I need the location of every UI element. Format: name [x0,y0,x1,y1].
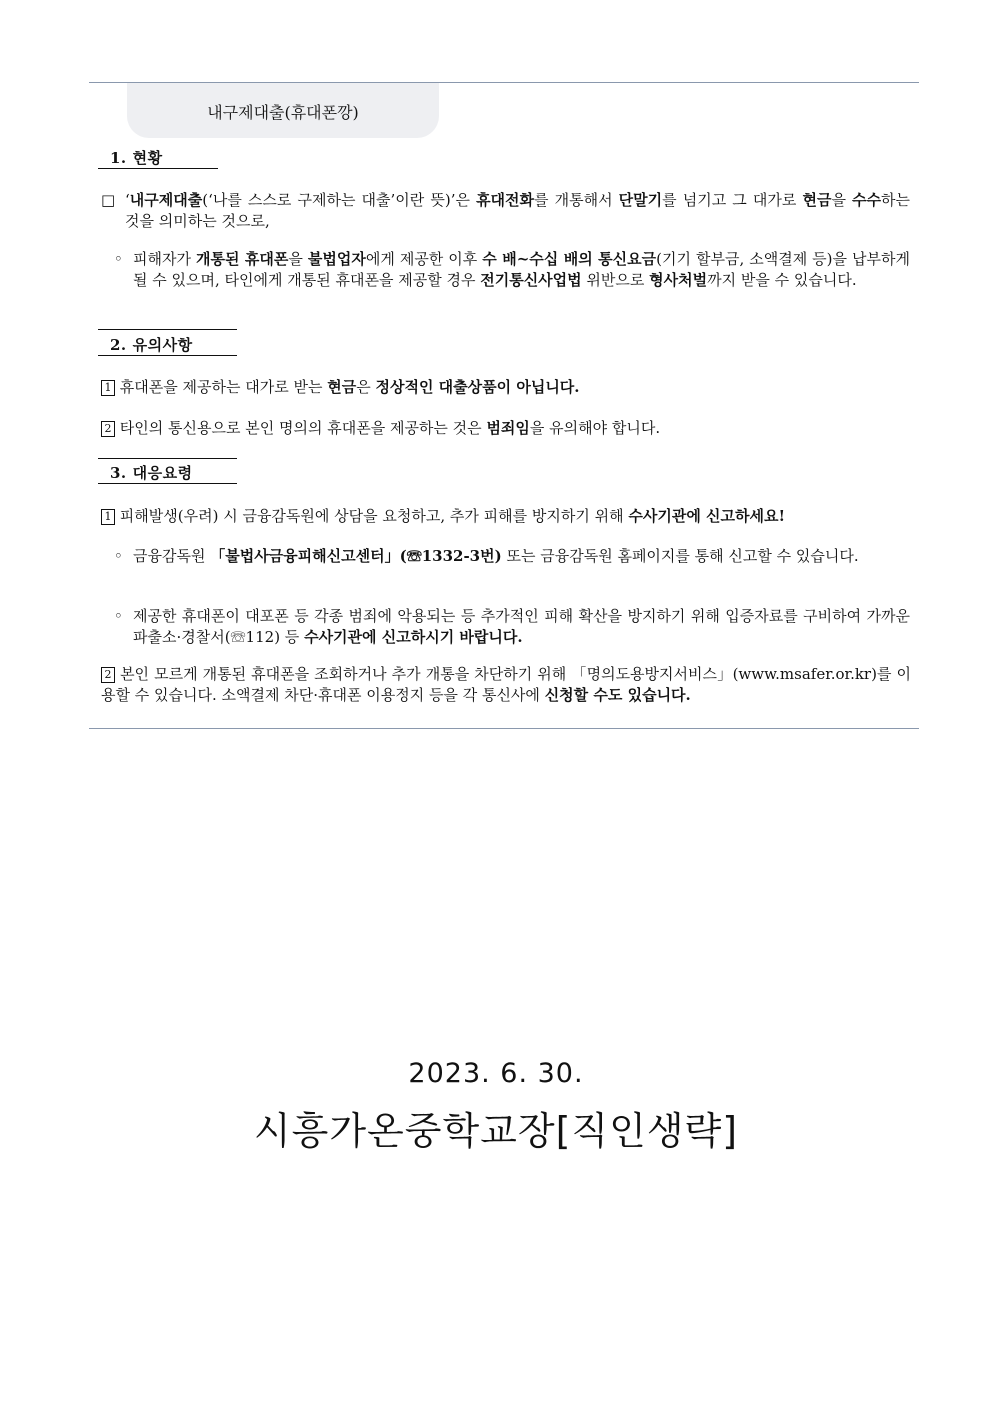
evidence-paragraph: 제공한 휴대폰이 대포폰 등 각종 범죄에 악용되는 등 추가적인 피해 확산을 방지하기 위해 입증자료를 구비하여 가까운 파출소·경찰서(☏112) 등 수사기관에 신고하시기 바랍니다. [133,607,910,646]
response-item-2: 2 본인 모르게 개통된 휴대폰을 조회하거나 추가 개통을 차단하기 위해 「명의도용방지서비스」(www.msafer.or.kr)를 이용할 수 있습니다. 소액결제 차단·휴대폰 이용정지 등을 각 통신사에 신청할 수도 있습니다. [101,665,911,704]
issue-date: 2023. 6. 30. [408,1058,584,1089]
section-number: 2. [110,336,127,354]
page-title: 내구제대출(휴대폰깡) [207,103,359,122]
section-underline [98,355,237,356]
circle-bullet-icon: ◦ [114,250,123,268]
number-box-icon: 1 [101,380,115,396]
number-box-icon: 1 [101,509,115,525]
caution-item-2: 2 타인의 통신용으로 본인 명의의 휴대폰을 제공하는 것은 범죄임을 유의해야 합니다. [101,418,911,439]
response-item-1: 1 피해발생(우려) 시 금융감독원에 상담을 요청하고, 추가 피해를 방지하기 위해 수사기관에 신고하세요! [101,506,911,527]
number-box-icon: 2 [101,667,115,683]
circle-bullet-icon: ◦ [114,607,123,625]
number-box-icon: 2 [101,421,115,437]
circle-bullet-icon: ◦ [114,547,123,565]
section-number: 3. [110,464,127,482]
section-title: 현황 [132,149,163,167]
bottom-rule [89,728,919,729]
caution-item-1: 1 휴대폰을 제공하는 대가로 받는 현금은 정상적인 대출상품이 아닙니다. [101,377,911,398]
damage-paragraph: 피해자가 개통된 휴대폰을 불법업자에게 제공한 이후 수 배~수십 배의 통신요금(기기 할부금, 소액결제 등)을 납부하게 될 수 있으며, 타인에게 개통된 휴대폰을 제공할 경우 전기통신사업법 위반으로 형사처벌까지 받을 수 있습니다. [133,250,910,289]
issuer-signature: 시흥가온중학교장[직인생략] [253,1109,739,1153]
section-heading-2 [98,334,193,355]
definition-paragraph: ‘내구제대출(‘나를 스스로 구제하는 대출’이란 뜻)’은 휴대전화를 개통해서 단말기를 넘기고 그 대가로 현금을 수수하는 것을 의미하는 것으로, [125,191,910,230]
section-title: 대응요령 [132,464,193,482]
section-heading-3 [98,462,193,483]
square-bullet-icon: □ [101,191,116,209]
section-underline [98,458,237,459]
section-heading-1 [98,147,163,168]
section-underline [98,483,237,484]
section-title: 유의사항 [132,336,193,354]
section-number: 1. [110,149,127,167]
report-center-paragraph: 금융감독원 「불법사금융피해신고센터」(☏1332-3번) 또는 금융감독원 홈페이지를 통해 신고할 수 있습니다. [133,547,859,565]
section-underline [98,329,237,330]
section-underline [98,168,218,169]
